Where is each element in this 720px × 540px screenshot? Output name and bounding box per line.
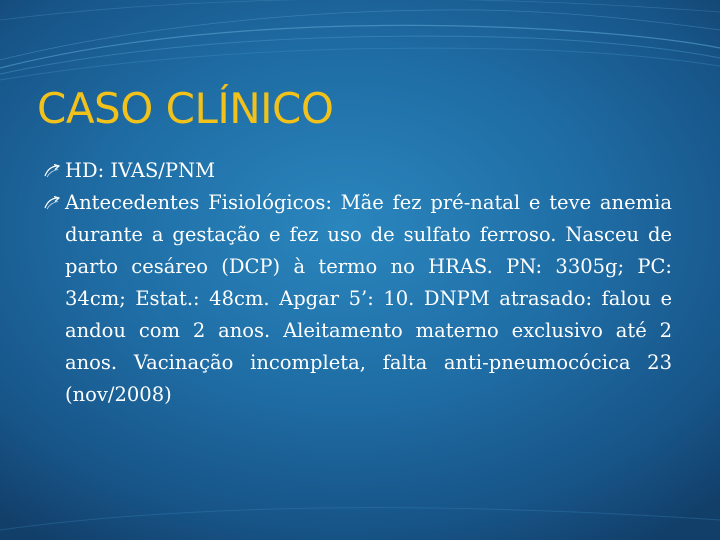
bullet-item-antecedentes — [44, 187, 672, 411]
bullet-item-hd — [44, 155, 672, 187]
bullet-arrow-icon — [44, 164, 60, 178]
bullet-list — [44, 155, 672, 411]
bullet-text: HD: IVAS/PNM — [65, 159, 216, 182]
bullet-text: Antecedentes Fisiológicos: Mãe fez pré-natal e teve anemia durante a gestação e fez uso de sulfato ferroso. Nasceu de parto cesáreo (DCP) à termo no HRAS. PN: 3305g; PC: 34cm; Estat.: 48cm. Apgar 5’: 10. DNPM atrasado: falou e andou com 2 anos. Aleitamento materno exclusivo até 2 anos. Vacinação incompleta, falta anti-pneumocócica 23 (nov/2008) — [65, 191, 672, 406]
bullet-arrow-icon — [44, 196, 60, 210]
slide-title: CASO CLÍNICO — [37, 84, 334, 133]
